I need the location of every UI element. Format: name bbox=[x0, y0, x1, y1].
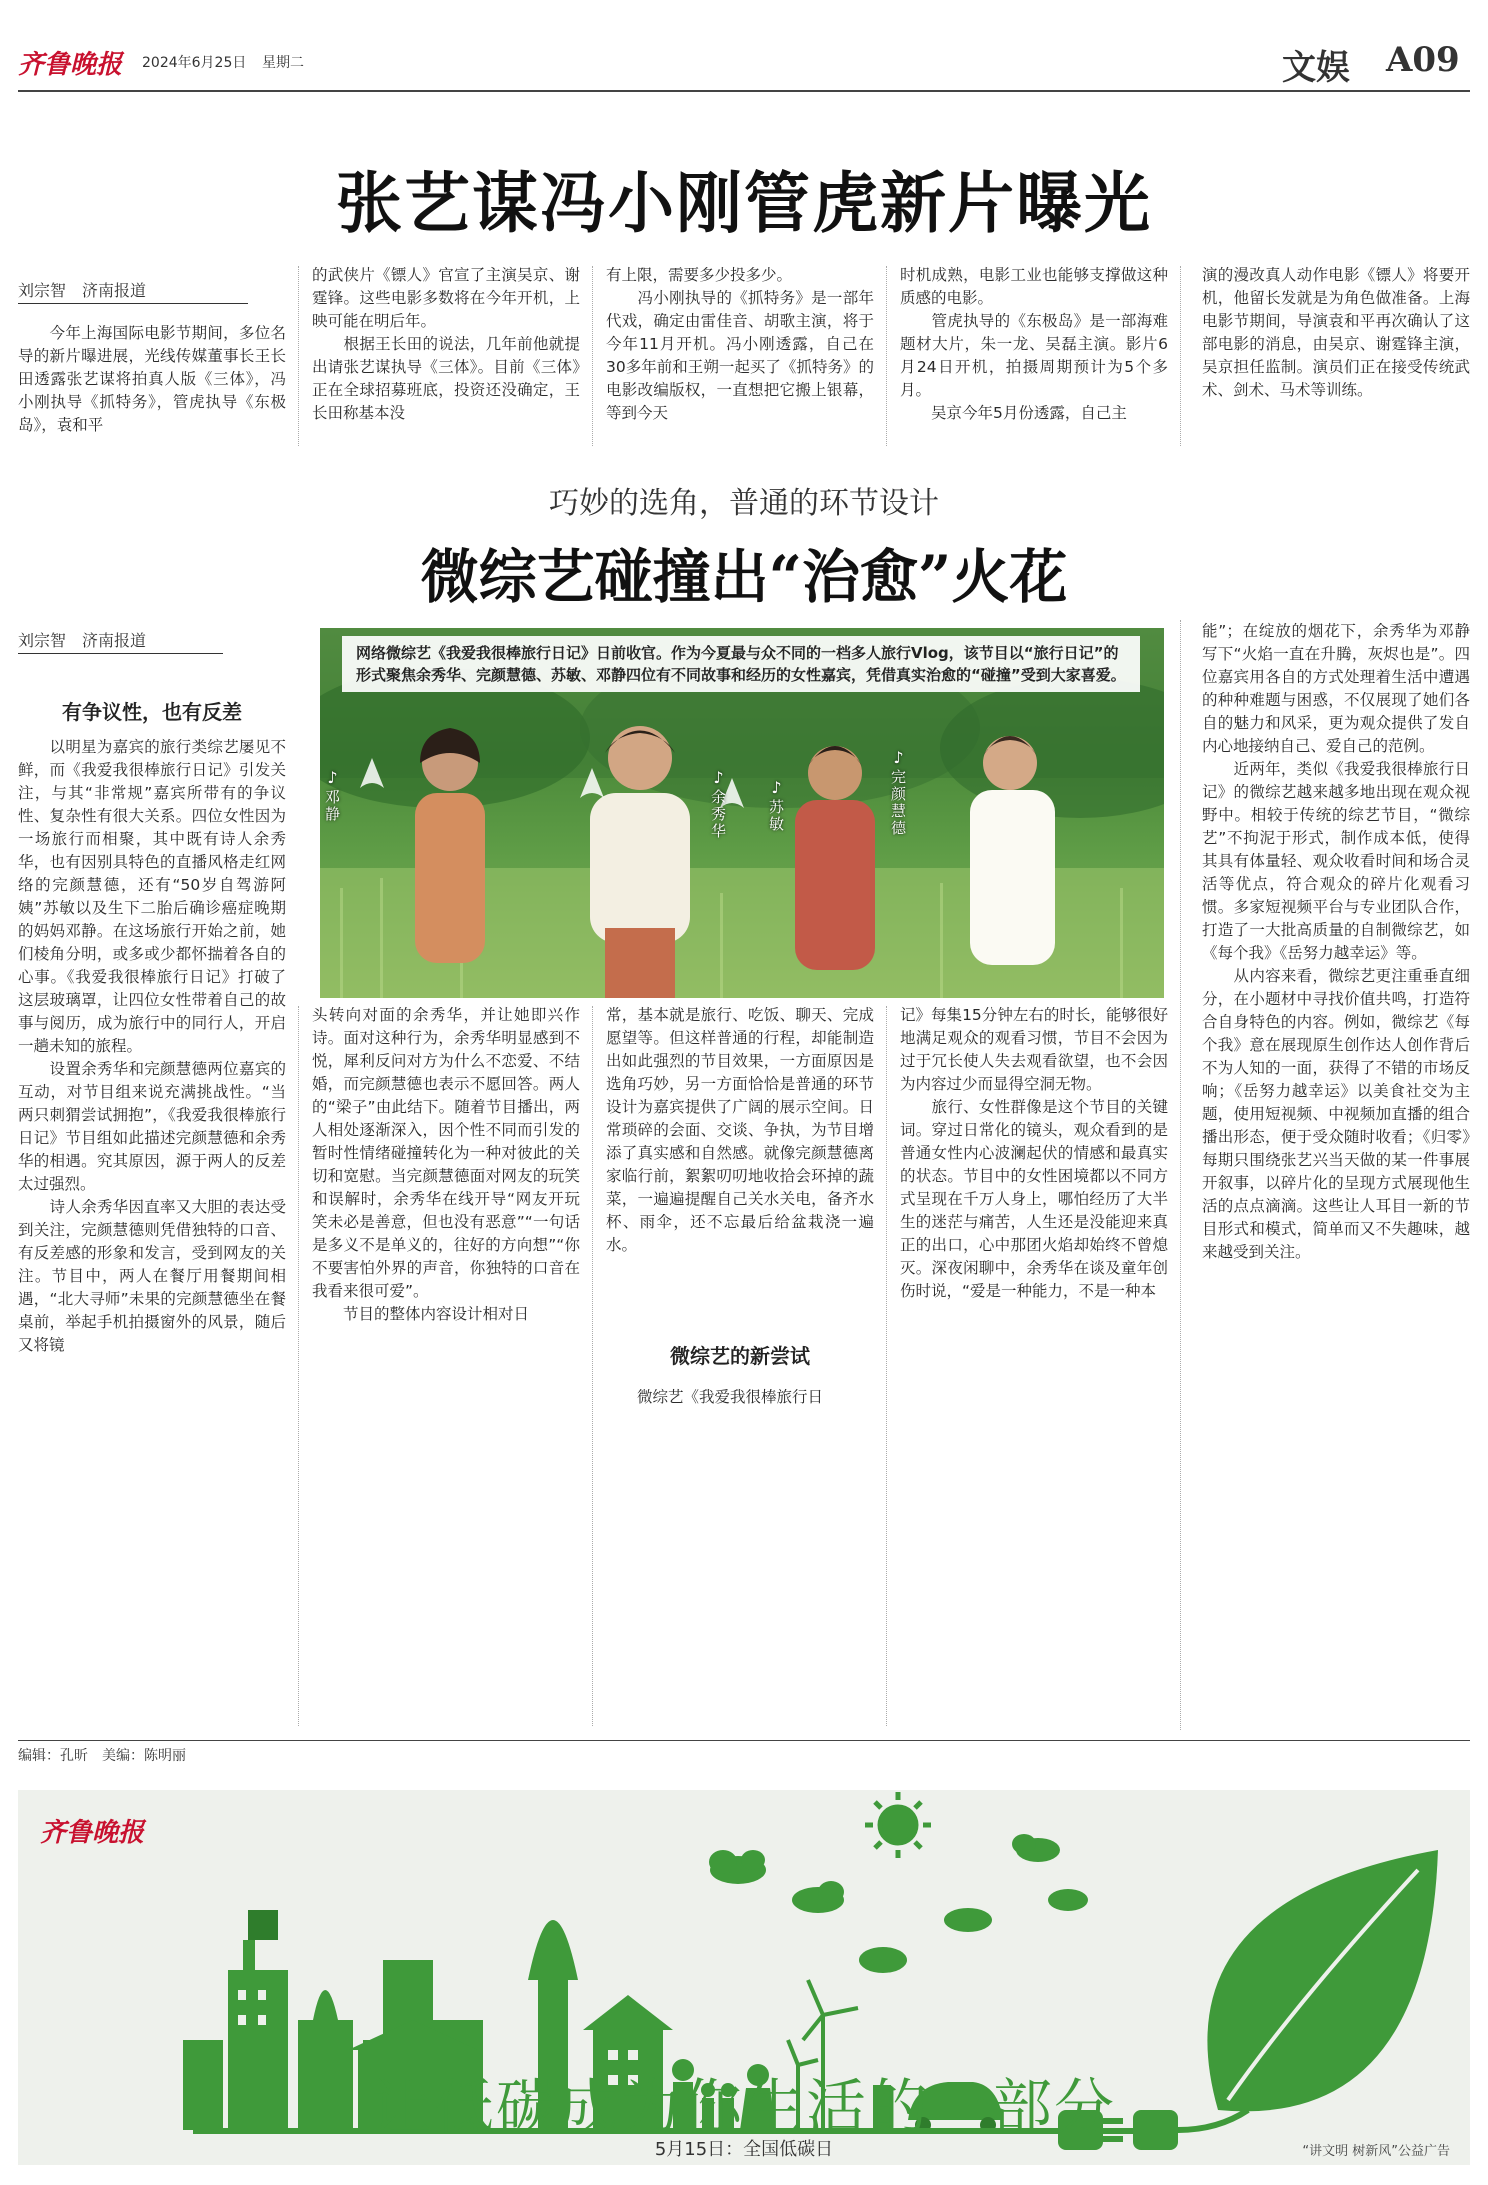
article2-body-col1: 头转向对面的余秀华，并让她即兴作诗。面对这种行为，余秀华明显感到不悦，犀利反问对方为什么不恋爱、不结婚，而完颜慧德也表示不愿回答。两人的“梁子”由此结下。随着节目播出，两人相处逐渐深入，因个性不同而引发的暂时性情绪碰撞转化为一种对彼此的关切和宽慰。当完颜慧德面对网友的玩笑和误解时，余秀华在线开导“网友开玩笑未必是善意，但也没有恶意”“一句话是多义不是单义的，往好的方向想”“你不要害怕外界的声音，你独特的口音在我看来很可爱”。 节目的整体内容设计相对日 bbox=[312, 1006, 580, 1323]
article1-byline: 刘宗智 济南报道 bbox=[18, 278, 248, 304]
divider bbox=[298, 1006, 299, 1726]
article2-body-col3: 记》每集15分钟左右的时长，能够很好地满足观众的观看习惯，节目不会因为过于冗长使人失去观看欲望，也不会因为内容过少而显得空洞无物。 旅行、女性群像是这个节目的关键词。穿过日常化的镜头，观众看到的是普通女性内心波澜起伏的情感和最真实的状态。节目中的女性困境都以不同方式呈现在千万人身上，哪怕经历了大半生的迷茫与痛苦，人生还是没能迎来真正的出口，心中那团火焰却始终不曾熄灭。深夜闲聊中，余秀华在谈及童年创伤时说，“爱是一种能力，不是一种本 bbox=[900, 1006, 1168, 1300]
photo-name-text: 完颜慧德 bbox=[889, 769, 907, 837]
article2-headline: 微综艺碰撞出“治愈”火花 bbox=[420, 543, 1068, 611]
article2-kicker: 巧妙的选角，普通的环节设计 bbox=[549, 486, 939, 521]
divider bbox=[592, 1006, 593, 1726]
divider bbox=[886, 1006, 887, 1726]
photo-caption: 网络微综艺《我爱我很棒旅行日记》日前收官。作为今夏最与众不同的一档多人旅行Vlog，该节目以“旅行日记”的形式聚焦余秀华、完颜慧德、苏敏、邓静四位有不同故事和经历的女性嘉宾，凭借真实治愈的“碰撞”受到大家喜爱。 bbox=[356, 644, 1126, 684]
photo-name-text: 苏敏 bbox=[767, 799, 785, 833]
divider bbox=[298, 266, 299, 446]
subhead-new-attempt: 微综艺的新尝试 bbox=[670, 1344, 810, 1368]
article1-col3: 有上限，需要多少投多少。 冯小刚执导的《抓特务》是一部年代戏，确定由雷佳音、胡歌主演，将于今年11月开机。冯小刚透露，自己在30多年前和王朔一起买了《抓特务》的电影改编版权，一直想把它搬上银幕，等到今天 bbox=[606, 266, 874, 422]
article2-photo bbox=[320, 628, 1164, 998]
ad-brand-logo: 齐鲁晚报 bbox=[40, 1818, 145, 1848]
divider bbox=[1180, 620, 1181, 1730]
page-number: A09 bbox=[1386, 40, 1460, 80]
article2-left-col: 以明星为嘉宾的旅行类综艺屡见不鲜，而《我爱我很棒旅行日记》引发关注，与其“非常规”嘉宾所带有的争议性、复杂性有很大关系。四位女性因为一场旅行而相聚，其中既有诗人余秀华，也有因别具特色的直播风格走红网络的完颜慧德，还有“50岁自驾游阿姨”苏敏以及生下二胎后确诊癌症晚期的妈妈邓静。在这场旅行开始之前，她们棱角分明，或多或少都怀揣着各自的心事。《我爱我很棒旅行日记》打破了这层玻璃罩，让四位女性带着自己的故事与阅历，成为旅行中的同行人，开启一趟未知的旅程。 设置余秀华和完颜慧德两位嘉宾的互动，对节目组来说充满挑战性。“当两只刺猬尝试拥抱”，《我爱我很棒旅行日记》节目组如此描述完颜慧德和余秀华的相遇。究其原因，源于两人的反差太过强烈。 诗人余秀华因直率又大胆的表达受到关注，完颜慧德则凭借独特的口音、有反差感的形象和发言，受到网友的关注。节目中，两人在餐厅用餐期间相遇，“北大寻师”未果的完颜慧德坐在餐桌前，举起手机拍摄窗外的风景，随后又将镜 bbox=[18, 738, 286, 1354]
masthead-brand: 齐鲁晚报 bbox=[18, 50, 123, 80]
music-note-icon: ♪ bbox=[323, 768, 342, 789]
guest-figure bbox=[415, 728, 485, 963]
photo-name-text: 邓静 bbox=[323, 789, 341, 823]
music-note-icon: ♪ bbox=[889, 748, 908, 769]
divider bbox=[592, 266, 593, 446]
article2-body-col2: 常，基本就是旅行、吃饭、聊天、完成愿望等。但这样普通的行程，却能制造出如此强烈的节目效果，一方面原因是选角巧妙，另一方面恰恰是普通的环节设计为嘉宾提供了广阔的展示空间。日常琐碎的会面、交谈、争执，为节目增添了真实感和自然感。就像完颜慧德离家临行前，絮絮叨叨地收拾会环掉的蔬菜，一遍遍提醒自己关水关电，备齐水杯、雨伞，还不忘最后给盆栽浇一遍水。 bbox=[606, 1006, 874, 1254]
footer-rule bbox=[18, 1740, 1470, 1741]
divider bbox=[886, 266, 887, 446]
article2-right-col: 能”；在绽放的烟花下，余秀华为邓静写下“火焰一直在升腾，灰烬也是”。四位嘉宾用各自的方式处理着生活中遭遇的种种难题与困惑，不仅展现了她们各自的魅力和风采，更为观众提供了发自内心地接纳自己、爱自己的范例。 近两年，类似《我爱我很棒旅行日记》的微综艺越来越多地出现在观众视野中。相较于传统的综艺节目，“微综艺”不拘泥于形式，制作成本低，使得其具有体量轻、观众收看时间和场合灵活等优点，符合观众的碎片化观看习惯。多家短视频平台与专业团队合作，打造了一大批高质量的自制微综艺，如《每个我》《岳努力越幸运》等。 从内容来看，微综艺更注重垂直细分，在小题材中寻找价值共鸣，打造符合自身特色的内容。例如，微综艺《每个我》意在展现原生创作达人创作背后不为人知的一面，获得了不错的市场反响；《岳努力越幸运》以美食社交为主题，使用短视频、中视频加直播的组合播出形态，便于受众随时收看；《归零》每期只围绕张艺兴当天做的某一件事展开叙事，以碎片化的呈现方式展现他生活的点点滴滴。这些让人耳目一新的节目形式和模式，简单而又不失趣味，越来越受到关注。 bbox=[1202, 622, 1470, 1261]
article1-col1: 今年上海国际电影节期间，多位名导的新片曝进展，光线传媒董事长王长田透露张艺谋将拍真人版《三体》，冯小刚执导《抓特务》，管虎执导《东极岛》，袁和平 bbox=[18, 324, 286, 434]
photo-name-text: 余秀华 bbox=[709, 789, 727, 840]
issue-date: 2024年6月25日 bbox=[142, 55, 247, 71]
article1-headline: 张艺谋冯小刚管虎新片曝光 bbox=[336, 164, 1152, 242]
photo-name-label bbox=[888, 748, 909, 837]
sun-icon bbox=[865, 1792, 931, 1858]
article2-byline: 刘宗智 济南报道 bbox=[18, 628, 223, 654]
article1-col2: 的武侠片《镖人》官宣了主演吴京、谢霆锋。这些电影多数将在今年开机，上映可能在明后年。 根据王长田的说法，几年前他就提出请张艺谋执导《三体》。目前《三体》正在全球招募班底，投资还没确定，王长田称基本没 bbox=[312, 266, 580, 422]
public-service-ad bbox=[18, 1790, 1470, 2165]
music-note-icon: ♪ bbox=[709, 768, 728, 789]
photo-name-label bbox=[322, 768, 343, 823]
photo-name-label bbox=[766, 778, 787, 833]
subhead-controversy: 有争议性，也有反差 bbox=[62, 700, 242, 724]
article2-body-col2-after: 微综艺《我爱我很棒旅行日 bbox=[606, 1388, 824, 1406]
ad-date-line: 5月15日：全国低碳日 bbox=[654, 2139, 834, 2160]
divider bbox=[1180, 266, 1181, 446]
music-note-icon: ♪ bbox=[767, 778, 786, 799]
ad-slogan: 让低碳成为你生活的一部分 bbox=[372, 2073, 1116, 2143]
photo-name-label bbox=[708, 768, 729, 840]
issue-weekday: 星期二 bbox=[262, 55, 304, 71]
ad-credit: “讲文明 树新风”公益广告 bbox=[1302, 2144, 1450, 2159]
header-rule bbox=[18, 90, 1470, 92]
photo-caption-box bbox=[342, 636, 1140, 692]
editor-credits: 编辑：孔昕 美编：陈明丽 bbox=[18, 1748, 186, 1764]
section-name: 文娱 bbox=[1282, 48, 1350, 88]
article1-col4: 时机成熟，电影工业也能够支撑做这种质感的电影。 管虎执导的《东极岛》是一部海难题材大片，朱一龙、吴磊主演。影片6月24日开机，拍摄周期预计为5个多月。 吴京今年5月份透露，自己主 bbox=[900, 266, 1168, 422]
article1-col5: 演的漫改真人动作电影《镖人》将要开机，他留长发就是为角色做准备。上海电影节期间，导演袁和平再次确认了这部电影的消息，由吴京、谢霆锋主演，吴京担任监制。演员们正在接受传统武术、剑术、马术等训练。 bbox=[1202, 266, 1470, 399]
